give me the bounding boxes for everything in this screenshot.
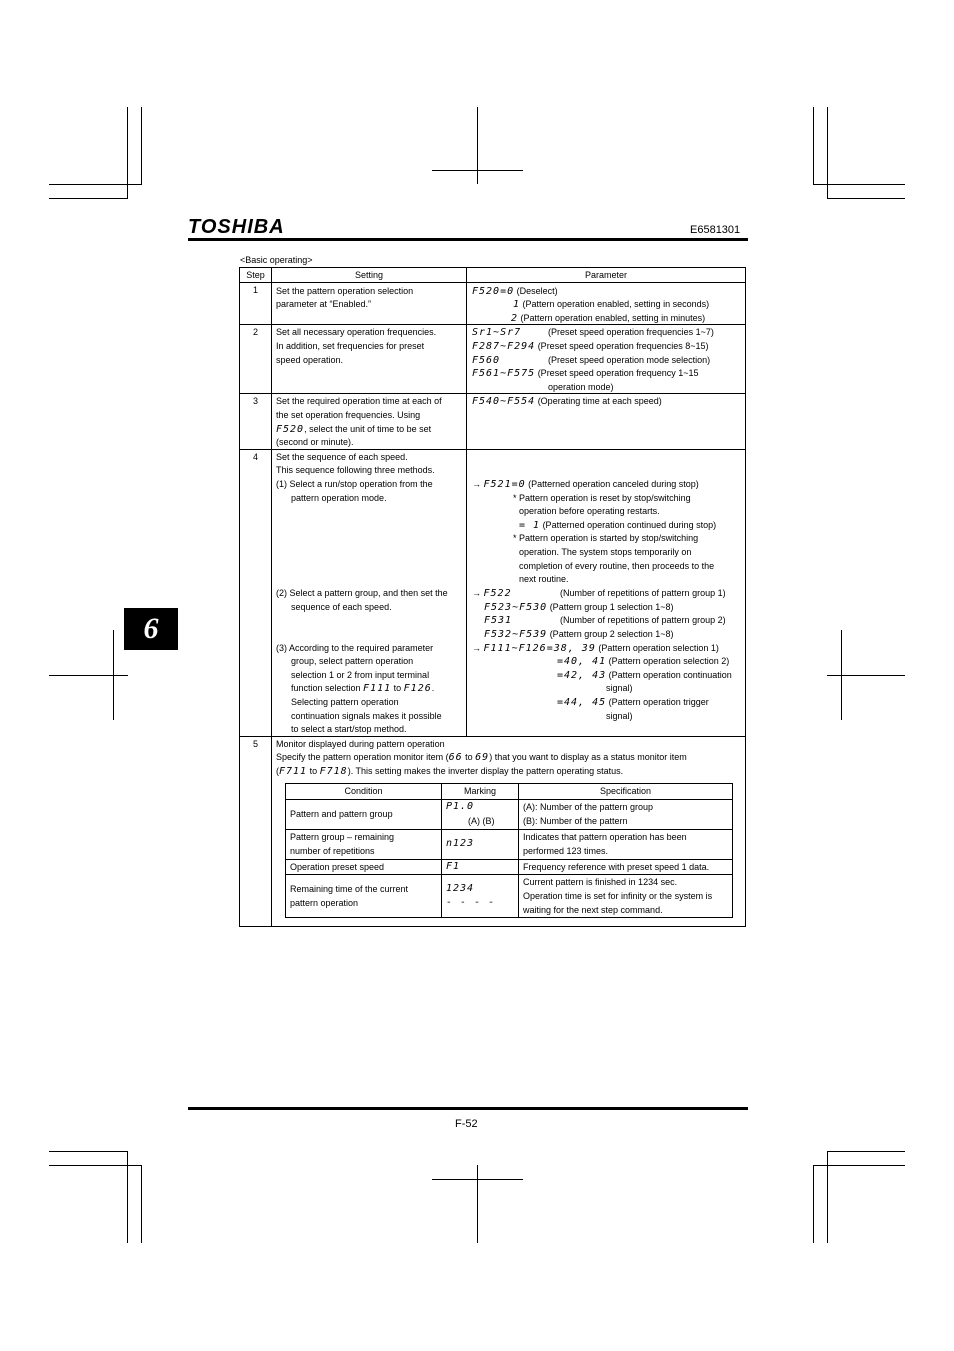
table-row — [286, 829, 733, 859]
param-line — [484, 601, 674, 615]
param-desc: (Pattern operation enabled, setting in minutes) — [518, 313, 706, 323]
marking-cell — [442, 859, 519, 875]
arrow-icon: → — [472, 643, 481, 653]
table-header-row — [240, 268, 746, 283]
spec-line: (B): Number of the pattern — [523, 816, 628, 826]
spec-line: (A): Number of the pattern group — [523, 801, 654, 812]
marking-display: n123 — [446, 837, 475, 849]
param-line — [557, 669, 732, 683]
step-5-text-part: ). This setting makes the inverter display the pattern operating status. — [347, 766, 624, 776]
setting-text: the set operation frequencies. Using — [276, 410, 421, 420]
method-3-text: group, select pattern operation — [291, 656, 414, 666]
param-note: next routine. — [519, 574, 569, 584]
marking-cell — [442, 829, 519, 859]
setting-text-part: , select the unit of time to be set — [304, 424, 432, 434]
param-line — [513, 298, 709, 312]
param-code: F287~F294 — [472, 341, 536, 352]
param-desc: (Preset speed operation frequency 1~15 — [535, 368, 699, 378]
header-specification: Specification — [519, 784, 733, 800]
setting-text: (second or minute). — [276, 437, 354, 447]
param-code: F711 — [279, 766, 308, 777]
param-desc: signal) — [606, 711, 633, 721]
brand-logo: TOSHIBA — [188, 216, 285, 238]
param-code: 69 — [475, 752, 490, 763]
chapter-tab: 6 — [124, 608, 178, 650]
step-5-text — [276, 751, 687, 765]
param-line — [557, 696, 709, 710]
param-desc: (Preset speed operation frequencies 1~7) — [548, 327, 714, 337]
condition-cell — [286, 875, 442, 918]
marking-display: 1234 — [446, 882, 475, 894]
step-5-text: Monitor displayed during pattern operation — [276, 739, 445, 749]
header-parameter: Parameter — [467, 268, 746, 283]
method-3-text-part: function selection — [291, 683, 364, 693]
condition-line: Remaining time of the current — [290, 883, 409, 894]
marking-cell — [442, 799, 519, 829]
param-code: F520 — [276, 424, 305, 435]
param-code: F522 — [483, 588, 512, 599]
param-note: * Pattern operation is reset by stop/switching — [513, 493, 691, 503]
spec-line: Operation time is set for infinity or the system is — [523, 891, 713, 901]
condition-line: number of repetitions — [290, 846, 375, 856]
param-code: Sr1~Sr7 — [472, 327, 522, 338]
document-number: E6581301 — [690, 224, 741, 236]
method-2-text: (2) Select a pattern group, and then set the — [276, 588, 448, 598]
param-desc: (Pattern group 2 selection 1~8) — [547, 629, 674, 639]
param-desc: (Pattern group 1 selection 1~8) — [547, 602, 674, 612]
method-3-text: to select a start/stop method. — [291, 724, 407, 734]
param-code: F521=0 — [483, 479, 526, 490]
table-row — [286, 875, 733, 918]
method-3-text: continuation signals makes it possible — [291, 711, 442, 721]
setting-text: In addition, set frequencies for preset — [276, 341, 425, 351]
condition-cell — [286, 829, 442, 859]
section-label: <Basic operating> — [240, 255, 313, 265]
param-note: * Pattern operation is started by stop/switching — [513, 533, 699, 543]
param-code: F520=0 — [472, 286, 515, 297]
param-line — [472, 285, 558, 299]
param-line — [472, 478, 699, 492]
param-line — [484, 628, 674, 642]
param-desc: (Deselect) — [514, 286, 558, 296]
param-code: F718 — [319, 766, 348, 777]
condition-cell: Operation preset speed — [286, 859, 442, 875]
param-desc: (Pattern operation selection 1) — [595, 643, 719, 653]
param-desc: (Pattern operation selection 2) — [606, 656, 730, 666]
param-code: F561~F575 — [472, 368, 536, 379]
step-number: 5 — [240, 737, 272, 927]
monitor-table — [285, 783, 733, 918]
method-3-text-part: to — [391, 683, 404, 693]
param-code: =44, 45 — [557, 697, 607, 708]
param-desc: (Preset speed operation frequencies 8~15) — [535, 341, 709, 351]
setting-text: Set all necessary operation frequencies. — [276, 327, 437, 337]
param-desc: signal) — [606, 683, 633, 693]
param-note: operation before operating restarts. — [519, 506, 660, 516]
method-1-text: (1) Select a run/stop operation from the — [276, 479, 433, 489]
header-condition: Condition — [286, 784, 442, 800]
param-line — [472, 367, 699, 381]
condition-line: Pattern group – remaining — [290, 831, 395, 842]
param-code: F111~F126=38, 39 — [483, 643, 596, 654]
table-row — [286, 859, 733, 875]
setting-text: Set the required operation time at each of — [276, 396, 442, 406]
method-3-text: (3) According to the required parameter — [276, 643, 434, 653]
method-1-text: pattern operation mode. — [291, 493, 387, 503]
arrow-icon: → — [472, 588, 481, 598]
param-code: F126 — [403, 683, 432, 694]
step-5-text-part: to — [307, 766, 320, 776]
arrow-icon: → — [472, 479, 481, 489]
step-number: 1 — [240, 283, 272, 325]
setting-text: Set the pattern operation selection — [276, 286, 414, 296]
param-line — [472, 326, 521, 340]
param-code: F540~F554 — [472, 396, 536, 407]
param-code: F560 — [472, 355, 501, 366]
spec-line: Current pattern is finished in 1234 sec. — [523, 877, 678, 887]
param-desc: (Operating time at each speed) — [535, 396, 662, 406]
param-code: F523~F530 — [484, 602, 548, 613]
param-code: F531 — [484, 615, 513, 626]
step-number: 3 — [240, 394, 272, 450]
param-code: = 1 — [519, 520, 541, 531]
param-desc: (Patterned operation canceled during stop) — [525, 479, 699, 489]
param-code: 2 — [511, 313, 519, 324]
param-line — [472, 642, 719, 656]
param-desc: (Pattern operation trigger — [606, 697, 709, 707]
spec-line: performed 123 times. — [523, 846, 609, 856]
setting-text: Set the sequence of each speed. — [276, 452, 408, 462]
step-5-text-part: ( — [276, 766, 279, 776]
method-3-text: selection 1 or 2 from input terminal — [291, 670, 430, 680]
spec-line: waiting for the next step command. — [523, 905, 663, 915]
marking-display: F1 — [446, 860, 461, 872]
param-line — [511, 312, 705, 326]
param-desc: (Patterned operation continued during stop) — [540, 520, 717, 530]
spec-cell — [519, 829, 733, 859]
marking-display: - - - - — [446, 897, 496, 908]
header-step: Step — [240, 268, 272, 283]
param-line — [557, 655, 729, 669]
param-desc: (Pattern operation continuation — [606, 670, 732, 680]
setting-text — [276, 423, 431, 437]
param-desc: operation mode) — [548, 382, 614, 392]
param-line — [472, 340, 709, 354]
spec-line: Indicates that pattern operation has been — [523, 831, 687, 842]
step-5-text-part: to — [462, 752, 476, 762]
param-code: 66 — [448, 752, 463, 763]
step-number: 2 — [240, 325, 272, 394]
param-desc: (Pattern operation enabled, setting in seconds) — [520, 299, 710, 309]
method-2-text: sequence of each speed. — [291, 602, 392, 612]
param-desc: (Number of repetitions of pattern group 2) — [560, 615, 726, 625]
param-code: =42, 43 — [557, 670, 607, 681]
step-5-text-part: ) that you want to display as a status monitor item — [489, 752, 687, 762]
param-note: completion of every routine, then proceeds to the — [519, 561, 715, 571]
param-code: F532~F539 — [484, 629, 548, 640]
method-3-text: Selecting pattern operation — [291, 697, 399, 707]
marking-sub: (A) (B) — [468, 816, 495, 826]
footer-rule — [188, 1107, 748, 1110]
header-rule — [188, 238, 748, 241]
condition-line: pattern operation — [290, 898, 359, 908]
header-setting: Setting — [272, 268, 467, 283]
setting-text: This sequence following three methods. — [276, 465, 435, 475]
setting-text: speed operation. — [276, 355, 344, 365]
page-number: F-52 — [455, 1118, 478, 1130]
marking-cell — [442, 875, 519, 918]
monitor-header-row — [286, 784, 733, 800]
param-line — [484, 614, 512, 628]
param-line — [519, 519, 716, 533]
param-line — [472, 587, 512, 601]
spec-cell — [519, 875, 733, 918]
step-5-text-part: Specify the pattern operation monitor item ( — [276, 752, 449, 762]
header-marking: Marking — [442, 784, 519, 800]
table-row — [286, 799, 733, 829]
condition-cell: Pattern and pattern group — [286, 799, 442, 829]
spec-cell: Frequency reference with preset speed 1 data. — [519, 859, 733, 875]
method-3-text-part: . — [431, 683, 435, 693]
param-line — [472, 395, 662, 409]
spec-cell — [519, 799, 733, 829]
param-note: operation. The system stops temporarily on — [519, 547, 692, 557]
param-desc: (Number of repetitions of pattern group 1) — [560, 588, 726, 598]
method-3-text — [291, 682, 434, 696]
setting-text: parameter at “Enabled.” — [276, 299, 372, 309]
param-desc: (Preset speed operation mode selection) — [548, 355, 711, 365]
step-5-text — [276, 765, 623, 779]
param-line — [472, 354, 500, 368]
param-code: 1 — [513, 299, 521, 310]
marking-display: P1.0 — [446, 801, 475, 812]
step-number: 4 — [240, 450, 272, 737]
param-code: F111 — [363, 683, 392, 694]
param-code: =40, 41 — [557, 656, 607, 667]
